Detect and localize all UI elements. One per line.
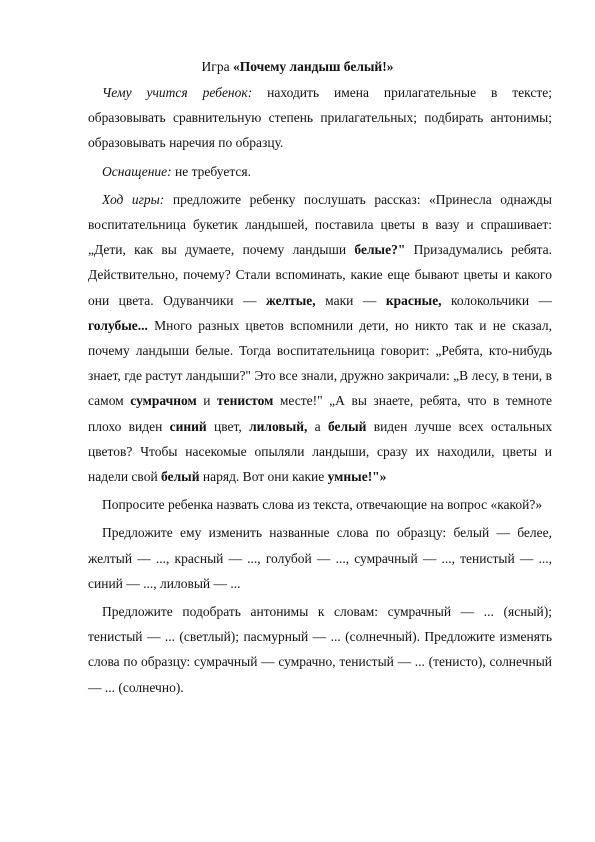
task-paragraph-1: Попросите ребенка назвать слова из текста, отвечающие на вопрос «какой?»: [102, 497, 543, 513]
bold-word: красные,: [385, 292, 442, 308]
document-body: [88, 80, 552, 700]
bold-word: синий: [169, 418, 207, 434]
bold-word: лиловый,: [249, 418, 308, 434]
game-text: и: [203, 393, 211, 409]
bold-word: желтые,: [265, 292, 316, 308]
game-text: предложите ребенку послушать рассказ: «Принесла однажды воспитательница букетик ландышей, поставила цветы в вазу и спрашивает: „Дети, как вы думаете, почему ландыши: [88, 191, 552, 258]
bold-word: тенистом: [217, 393, 274, 409]
game-text: наряд. Вот они какие: [202, 469, 325, 485]
equipment-paragraph: [88, 159, 552, 184]
title-name: «Почему ландыш белый!»: [232, 59, 394, 74]
goal-label: Чему учится ребенок:: [102, 85, 253, 100]
title-prefix: Игра: [201, 59, 230, 74]
game-text: а: [314, 418, 321, 434]
bold-word: белый: [161, 469, 200, 485]
game-text: виден лучше всех остальных цветов? Чтобы насекомые опыляли ландыши, сразу их находили, цветы и надели свой: [88, 418, 553, 485]
bold-word: белый: [327, 418, 367, 434]
equipment-text: не требуется.: [175, 163, 251, 179]
game-text: маки —: [325, 292, 377, 308]
goal-paragraph: [88, 80, 552, 156]
task-paragraph-2: Предложите ему изменить названные слова по образцу: белый — белее, желтый — ..., красный — ..., голубой — ..., сумрачный — ..., тенистый — ..., синий — ..., лиловый — ...: [88, 525, 552, 591]
bold-word: белые?": [354, 242, 406, 258]
page-title: [0, 58, 595, 76]
game-text: месте!" „А вы знаете, ребята, что в темноте плохо виден: [88, 393, 553, 434]
goal-text: находить имена прилагательные в тексте; образовывать сравнительную степень прилагательных; подбирать антонимы; образовывать наречия по образцу.: [88, 85, 553, 151]
game-paragraph: [88, 187, 552, 489]
game-text: цвет,: [214, 418, 242, 434]
bold-word: сумрачном: [130, 393, 197, 409]
equipment-label: Оснащение:: [102, 163, 172, 179]
game-text: Призадумались ребята. Действительно, почему? Стали вспоминать, какие еще бывают цветы и какого они цвета. Одуванчики —: [88, 242, 553, 308]
game-text: Много разных цветов вспомнили дети, но никто так и не сказал, почему ландыши белые. Тогда воспитательница говорит: „Ребята, кто-нибудь знает, где растут ландыши?" Это все знали, дружно закричали: „В лесу, в тени, в самом: [88, 317, 553, 409]
bold-word: голубые...: [88, 317, 148, 333]
bold-word: умные!"»: [327, 469, 387, 485]
task-paragraph-3: Предложите подобрать антонимы к словам: сумрачный — ... (ясный); тенистый — ... (светлый); пасмурный — ... (солнечный). Предложите изменять слова по образцу: сумрачный — сумрачно, тенистый — ... (тенисто), солнечный — ... (солнечно).: [88, 604, 552, 695]
game-label: Ход игры:: [102, 191, 165, 207]
game-text: колокольчики —: [451, 292, 553, 308]
